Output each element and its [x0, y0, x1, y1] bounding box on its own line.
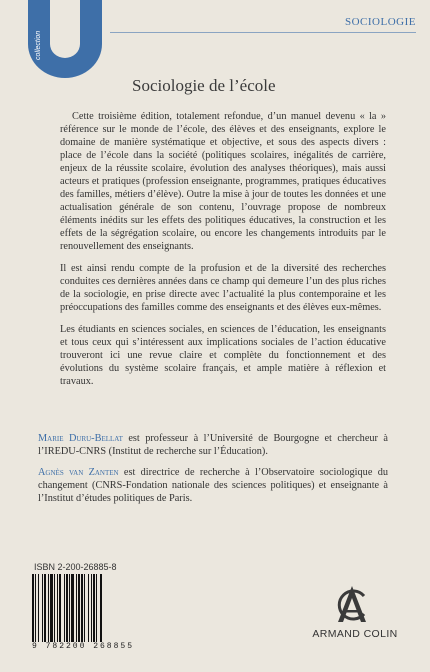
collection-u-logo	[22, 0, 108, 78]
collection-word: collection	[35, 30, 42, 60]
author-bio: est professeur à l’Université de Bourgogne et chercheur à l’IREDU-CNRS (Institut de recherche sur l’Éducation).	[38, 433, 388, 457]
barcode-bars	[32, 574, 144, 642]
description-paragraph: Cette troisième édition, totalement refondue, d’un manuel devenu « la » référence sur le monde de l’école, des élèves et des enseignants, explore le domaine de manière systématique et objective, et sous des aspects divers : place de l’école dans la société (politiques scolaires, inégalités de carrière, enjeux de la réussite scolaire, évolution des analyses théoriques), mais aussi acteurs et pratiques (profession enseignante, programmes, pratiques éducatives des familles, métiers d’élève). Outre la mise à jour de toutes les données et une actualisation générale de son contenu, l’ouvrage propose de nombreux éléments inédits sur les effets des politiques éducatives, la construction et les effets de la ségrégation scolaire, ou encore les changements introduits par le renouvellement des enseignants.	[60, 111, 386, 252]
publisher-logo	[300, 584, 410, 654]
author-bio: est directrice de recherche à l’Observatoire sociologique du changement (CNRS-Fondation nationale des sciences politiques) et enseignante à l’Institut d’études politiques de Paris.	[38, 467, 388, 504]
barcode-digits: 9 782200 268855	[32, 642, 135, 651]
author-notes	[38, 432, 388, 513]
barcode	[32, 574, 144, 654]
author-name: Agnès van Zanten	[38, 467, 119, 478]
publisher-name: ARMAND COLIN	[312, 628, 398, 640]
author-note	[38, 466, 388, 505]
author-name: Marie Duru-Bellat	[38, 433, 123, 444]
description	[60, 110, 386, 397]
description-paragraph: Les étudiants en sciences sociales, en sciences de l’éducation, les enseignants et tous ceux qui s’intéressent aux implications sociales de l’action éducative trouveront ici une revue claire et complète du fonctionnement et des évolutions du système scolaire français, et ample matière à réflexion et travaux.	[60, 324, 386, 387]
series-rule	[110, 32, 416, 33]
series-label: SOCIOLOGIE	[345, 16, 416, 28]
description-paragraph: Il est ainsi rendu compte de la profusion et de la diversité des recherches conduites ces dernières années dans ce champ qui demeure l’un des plus riches de la sociologie, en prise directe avec l’actualité la plus contemporaine et les préoccupations des familles comme des enseignants et des élèves eux-mêmes.	[60, 263, 386, 313]
author-note	[38, 432, 388, 458]
book-title: Sociologie de l’école	[132, 76, 276, 95]
isbn: ISBN 2-200-26885-8	[34, 562, 117, 572]
barcode-bar	[102, 574, 103, 642]
armand-colin-mark-icon	[330, 584, 374, 624]
